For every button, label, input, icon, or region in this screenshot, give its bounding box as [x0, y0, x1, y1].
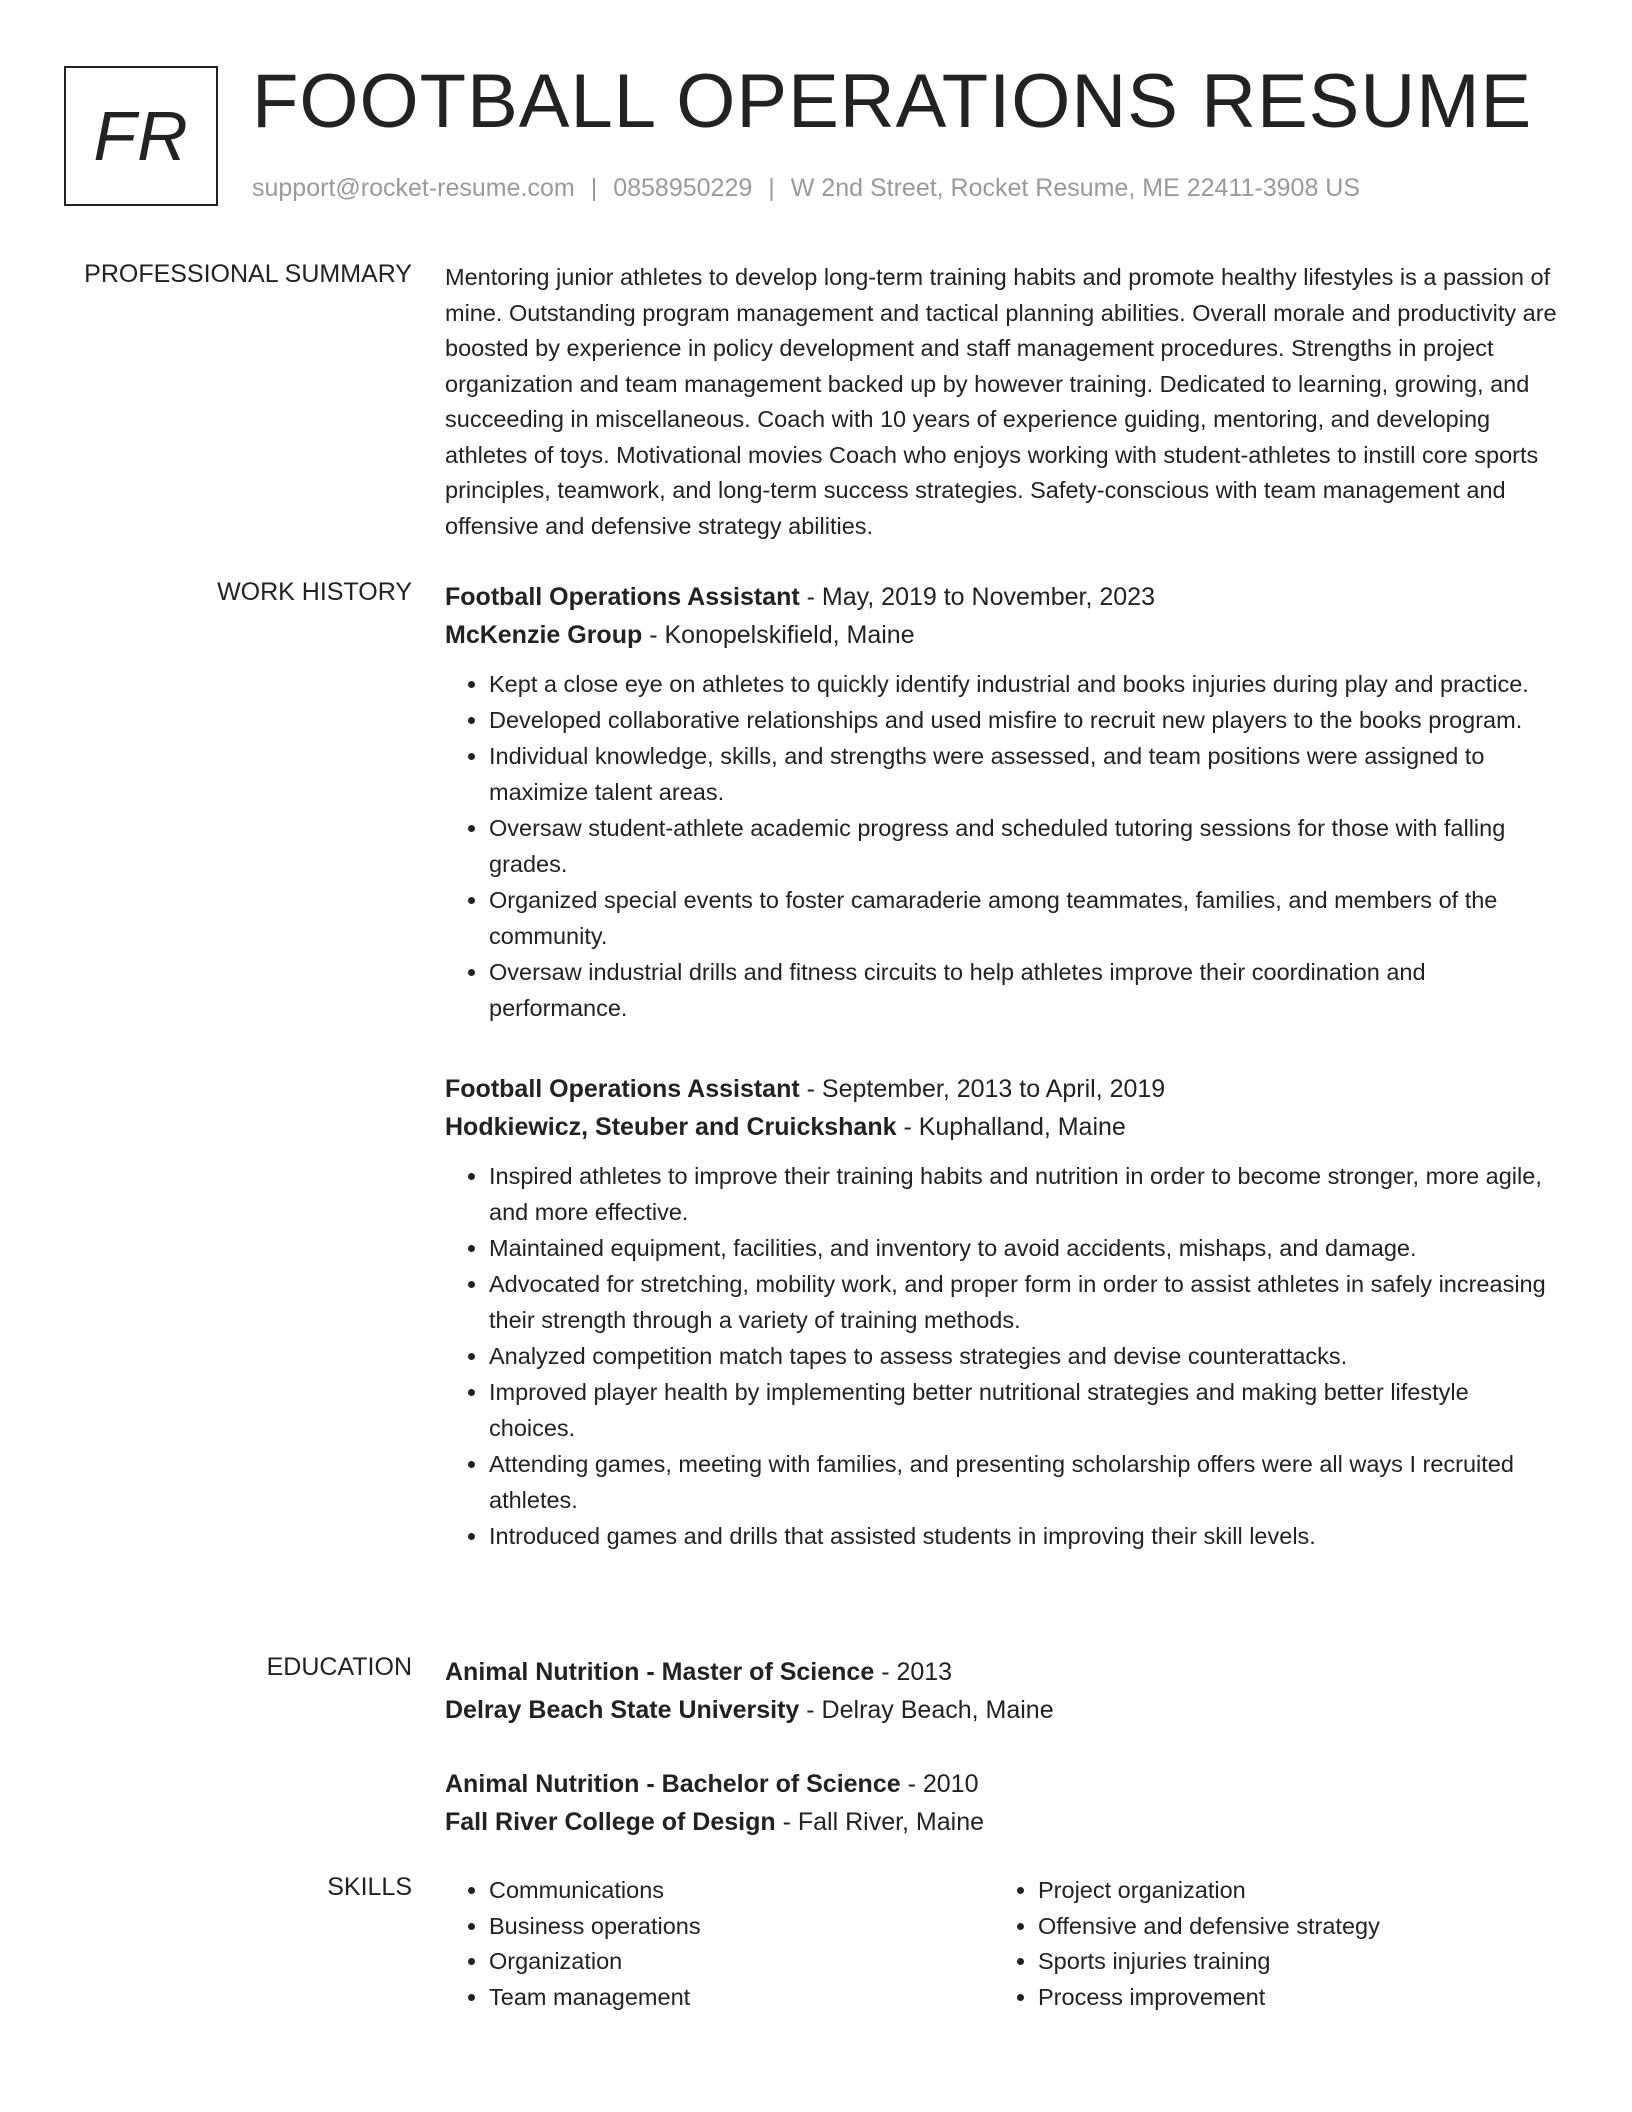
degree-year: - 2010: [900, 1770, 979, 1798]
skill-item: • Communications: [489, 1873, 994, 1909]
contact-email: support@rocket-resume.com: [252, 174, 575, 202]
job-entry: [445, 578, 1560, 1026]
degree-line: [445, 1653, 1560, 1691]
contact-phone: 0858950229: [613, 174, 753, 202]
school-location: - Delray Beach, Maine: [799, 1696, 1054, 1724]
section-label-summary: PROFESSIONAL SUMMARY: [84, 260, 412, 288]
school-line: [445, 1691, 1560, 1729]
list-item: • Analyzed competition match tapes to assess strategies and devise counterattacks.: [489, 1338, 1560, 1374]
school: Delray Beach State University: [445, 1696, 800, 1724]
contact-line: [252, 174, 1360, 203]
list-item: • Attending games, meeting with families, and presenting scholarship offers were all ways I recruited athletes.: [489, 1446, 1560, 1518]
resume-title: FOOTBALL OPERATIONS RESUME: [252, 59, 1533, 144]
skill-item: • Offensive and defensive strategy: [1038, 1909, 1543, 1945]
contact-separator: |: [590, 174, 598, 202]
job-location: - Kuphalland, Maine: [896, 1113, 1126, 1141]
list-item: • Developed collaborative relationships and used misfire to recruit new players to the books program.: [489, 702, 1560, 738]
contact-separator: |: [768, 174, 775, 202]
job-dates: - May, 2019 to November, 2023: [799, 583, 1155, 611]
education-entry: [445, 1653, 1560, 1729]
monogram-text: FR: [93, 97, 189, 175]
job-location: - Konopelskifield, Maine: [642, 621, 915, 649]
degree-line: [445, 1765, 1560, 1803]
contact-address: W 2nd Street, Rocket Resume, ME 22411-3908 US: [790, 174, 1361, 202]
list-item: • Inspired athletes to improve their training habits and nutrition in order to become stronger, more agile, and more effective.: [489, 1158, 1560, 1230]
list-item: • Individual knowledge, skills, and strengths were assessed, and team positions were assigned to maximize talent areas.: [489, 738, 1560, 810]
skill-item: • Sports injuries training: [1038, 1944, 1543, 1980]
skill-item: • Business operations: [489, 1909, 994, 1945]
list-item: • Oversaw industrial drills and fitness circuits to help athletes improve their coordination and performance.: [489, 954, 1560, 1026]
job-company-line: [445, 1108, 1560, 1146]
list-item: • Advocated for stretching, mobility work, and proper form in order to assist athletes in safely increasing their strength through a variety of training methods.: [489, 1266, 1560, 1338]
skill-item: • Project organization: [1038, 1873, 1543, 1909]
skill-item: • Organization: [489, 1944, 994, 1980]
list-item: • Kept a close eye on athletes to quickly identify industrial and books injuries during play and practice.: [489, 666, 1560, 702]
section-label-skills: SKILLS: [327, 1873, 412, 1901]
school-location: - Fall River, Maine: [775, 1808, 985, 1836]
skill-item: • Team management: [489, 1980, 994, 2016]
degree-year: - 2013: [874, 1658, 953, 1686]
job-company: McKenzie Group: [445, 621, 643, 649]
job-entry: [445, 1070, 1560, 1554]
job-title: Football Operations Assistant: [445, 1075, 800, 1103]
degree: Animal Nutrition - Master of Science: [445, 1658, 875, 1686]
section-label-education: EDUCATION: [266, 1653, 412, 1681]
list-item: • Maintained equipment, facilities, and inventory to avoid accidents, mishaps, and damage.: [489, 1230, 1560, 1266]
school: Fall River College of Design: [445, 1808, 776, 1836]
job-company: Hodkiewicz, Steuber and Cruickshank: [445, 1113, 897, 1141]
job-bullets: [445, 666, 1560, 1026]
list-item: • Improved player health by implementing better nutritional strategies and making better lifestyle choices.: [489, 1374, 1560, 1446]
skill-item: • Process improvement: [1038, 1980, 1543, 2016]
summary-text: Mentoring junior athletes to develop long-term training habits and promote healthy lifestyles is a passion of mine. Outstanding program management and tactical planning abilities. Overall morale and productivity are boosted by experience in policy development and staff management procedures. Strengths in project organization and team management backed up by however training. Dedicated to learning, growing, and succeeding in miscellaneous. Coach with 10 years of experience guiding, mentoring, and developing athletes of toys. Motivational movies Coach who enjoys working with student-athletes to instill core sports principles, teamwork, and long-term success strategies. Safety-conscious with team management and offensive and defensive strategy abilities.: [445, 264, 1557, 539]
list-item: • Organized special events to foster camaraderie among teammates, families, and members of the community.: [489, 882, 1560, 954]
education-entry: [445, 1765, 1560, 1841]
degree: Animal Nutrition - Bachelor of Science: [445, 1770, 901, 1798]
job-title-line: [445, 1070, 1560, 1108]
skills-column: [994, 1873, 1543, 2015]
school-line: [445, 1803, 1560, 1841]
job-title-line: [445, 578, 1560, 616]
job-bullets: [445, 1158, 1560, 1554]
monogram-logo: [64, 66, 218, 206]
list-item: • Oversaw student-athlete academic progress and scheduled tutoring sessions for those with falling grades.: [489, 810, 1560, 882]
list-item: • Introduced games and drills that assisted students in improving their skill levels.: [489, 1518, 1560, 1554]
skills-column: [445, 1873, 994, 2015]
job-dates: - September, 2013 to April, 2019: [799, 1075, 1166, 1103]
job-title: Football Operations Assistant: [445, 583, 800, 611]
skills-list: [445, 1873, 1560, 2015]
section-label-work: WORK HISTORY: [217, 578, 412, 606]
job-company-line: [445, 616, 1560, 654]
